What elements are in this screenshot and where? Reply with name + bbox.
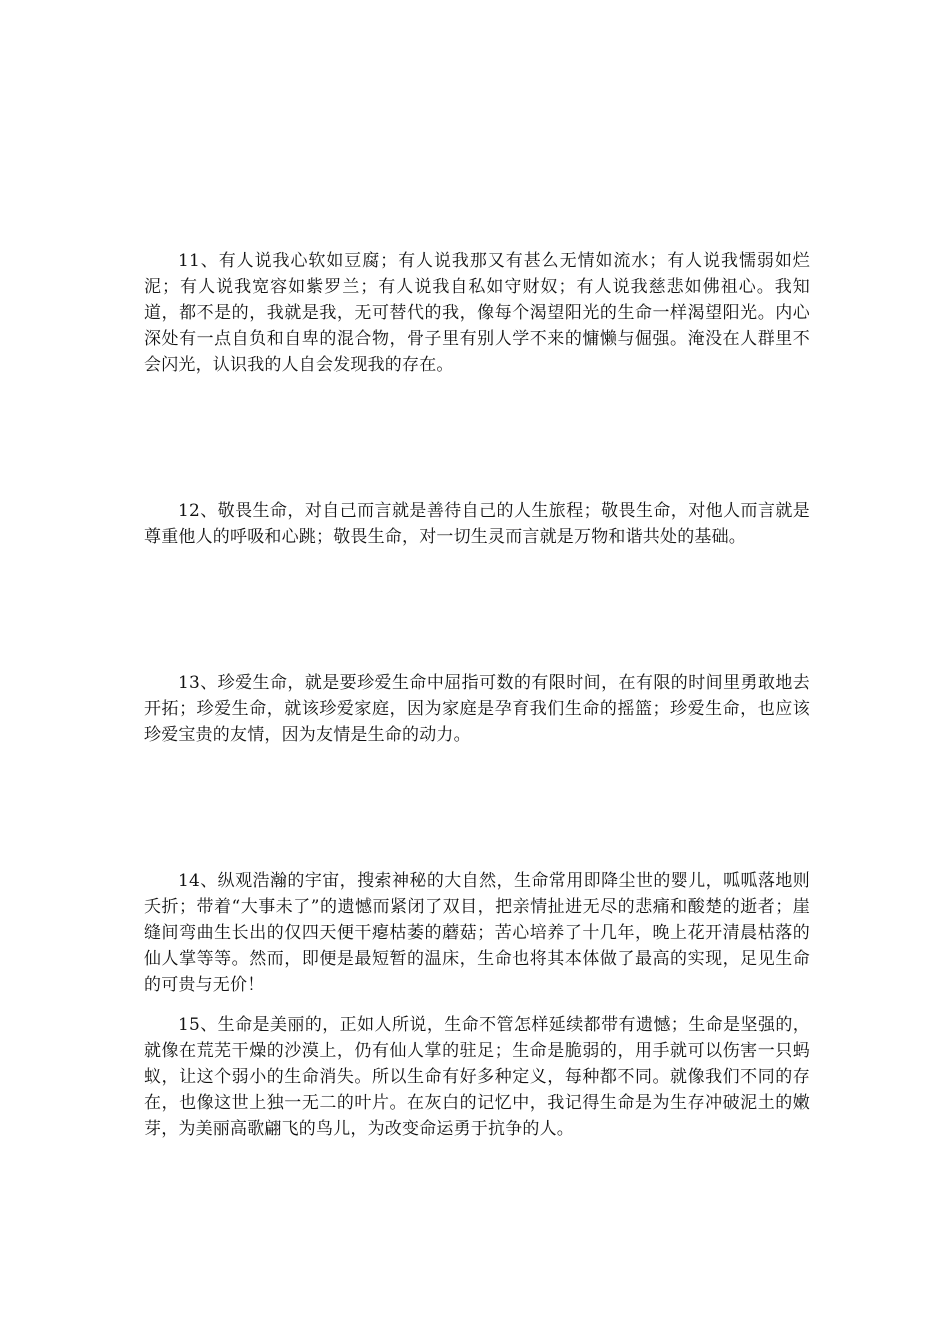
- paragraph-12: 12、敬畏生命，对自己而言就是善待自己的人生旅程；敬畏生命，对他人而言就是尊重他人的呼吸和心跳；敬畏生命，对一切生灵而言就是万物和谐共处的基础。: [144, 501, 810, 547]
- paragraph-15: 15、生命是美丽的，正如人所说，生命不管怎样延续都带有遗憾；生命是坚强的，就像在荒芜干燥的沙漠上，仍有仙人掌的驻足；生命是脆弱的，用手就可以伤害一只蚂蚁，让这个弱小的生命消失。所以生命有好多种定义，每种都不同。就像我们不同的存在，也像这世上独一无二的叶片。在灰白的记忆中，我记得生命是为生存冲破泥土的嫩芽，为美丽高歌翩飞的鸟儿，为改变命运勇于抗争的人。: [144, 1015, 810, 1139]
- paragraph-13: 13、珍爱生命，就是要珍爱生命中屈指可数的有限时间，在有限的时间里勇敢地去开拓；珍爱生命，就该珍爱家庭，因为家庭是孕育我们生命的摇篮；珍爱生命，也应该珍爱宝贵的友情，因为友情是生命的动力。: [144, 673, 810, 745]
- paragraph-14: 14、纵观浩瀚的宇宙，搜索神秘的大自然，生命常用即降尘世的婴儿，呱呱落地则夭折；带着“大事未了”的遗憾而紧闭了双目，把亲情扯进无尽的悲痛和酸楚的逝者；崖缝间弯曲生长出的仅四天便干瘪枯萎的蘑菇；苦心培养了十几年，晚上花开清晨枯落的仙人掌等等。然而，即便是最短暂的温床，生命也将其本体做了最高的实现，足见生命的可贵与无价！: [144, 871, 810, 995]
- paragraph-11: 11、有人说我心软如豆腐；有人说我那又有甚么无情如流水；有人说我懦弱如烂泥；有人说我宽容如紫罗兰；有人说我自私如守财奴；有人说我慈悲如佛祖心。我知道，都不是的，我就是我，无可替代的我，像每个渴望阳光的生命一样渴望阳光。内心深处有一点自负和自卑的混合物，骨子里有别人学不来的慵懒与倔强。淹没在人群里不会闪光，认识我的人自会发现我的存在。: [144, 251, 810, 375]
